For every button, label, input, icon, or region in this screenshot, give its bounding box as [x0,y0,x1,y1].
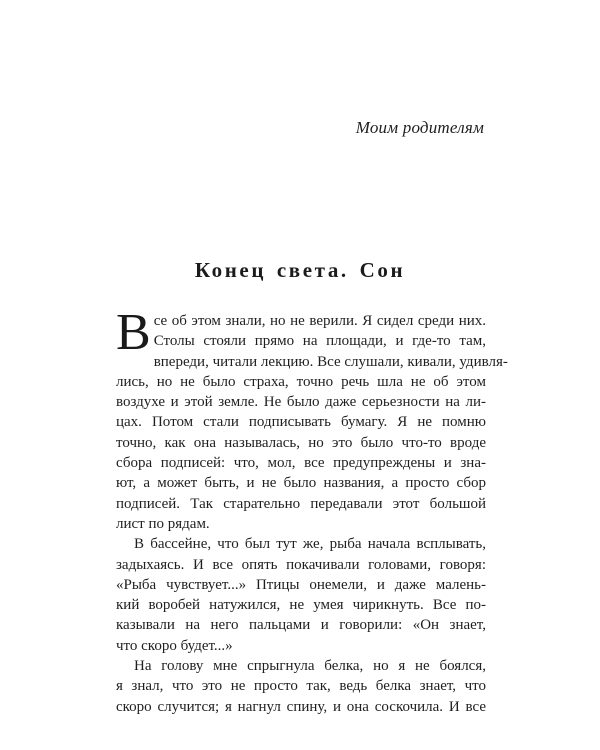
text-line: Столы стояли прямо на площади, и где-то там, [153,333,486,350]
text-line: воздухе и этой земле. Не было даже серьезности на ли- [116,394,486,411]
paragraph-3 [116,656,486,717]
text-line: лист по рядам. [116,515,210,532]
text-line: кий воробей натужился, не умея чирикнуть. Все по- [116,597,486,614]
drop-cap: В [116,304,151,361]
text-line: впереди, читали лекцию. Все слушали, кивали, удивля- [153,353,508,370]
text-line: «Рыба чувствует...» Птицы онемели, и даже малень- [116,576,486,593]
paragraph-2 [116,534,486,656]
text-line: точно, как она называлась, но это было что-то вроде [116,434,486,451]
dedication: Моим родителям [355,118,484,137]
text-line: цах. Потом стали подписывать бумагу. Я не помню [116,414,486,431]
text-line: се об этом знали, но не верили. Я сидел среди них. [153,313,486,329]
text-line: В бассейне, что был тут же, рыба начала всплывать, [134,536,486,553]
chapter-body [116,304,508,717]
text-line: подписей. Так старательно передавали этот большой [116,495,486,512]
paragraph-1 [116,304,508,534]
text-line: что скоро будет...» [116,637,233,654]
text-line: На голову мне спрыгнула белка, но я не боялся, [134,658,486,675]
text-line: ют, а может быть, и не было названия, а просто сбор [116,475,486,492]
chapter-title: Конец света. Сон [194,258,406,282]
text-line: я знал, что это не просто так, ведь белка знает, что [116,678,486,695]
text-line: сбора подписей: что, мол, все предупреждены и зна- [116,455,486,472]
text-line: скоро случится; я нагнул спину, и она соскочила. И все [116,698,486,715]
text-line: задыхаясь. И все опять покачивали головами, говоря: [116,556,486,573]
text-line: лись, но не было страха, точно речь шла не об этом [116,373,486,390]
text-line: казывали на него пальцами и говорили: «Он знает, [116,617,486,634]
